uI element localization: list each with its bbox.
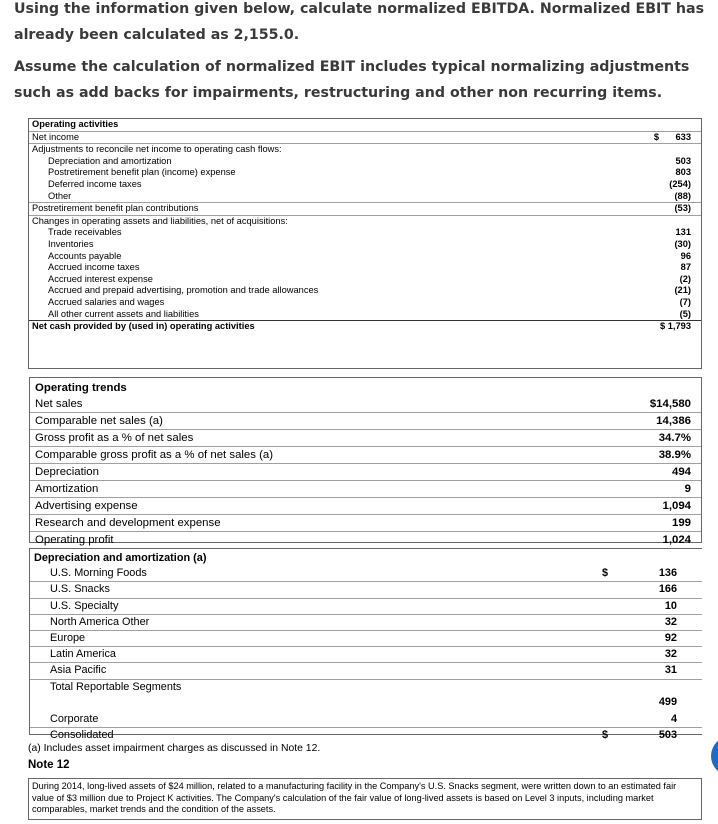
- row-value: 92: [664, 631, 677, 644]
- row-value: 494: [671, 466, 691, 478]
- row-label: Europe: [50, 631, 86, 644]
- row-label: Accrued interest expense: [48, 273, 153, 284]
- row-label: Changes in operating assets and liabilities, net of acquisitions:: [32, 215, 288, 226]
- table-row: [30, 412, 701, 429]
- table-row: [29, 143, 701, 156]
- note-heading: Note 12: [28, 759, 70, 771]
- row-value: 32: [664, 615, 677, 628]
- row-label: Advertising expense: [35, 500, 138, 512]
- row-label: Depreciation: [35, 466, 99, 478]
- table-header-row: [30, 380, 701, 396]
- row-value: 1,024: [662, 534, 691, 546]
- table-row: [30, 446, 701, 463]
- row-label: Deferred income taxes: [48, 178, 142, 189]
- row-value: (53): [674, 203, 691, 214]
- row-value: (21): [674, 285, 691, 296]
- table-row: [30, 396, 701, 412]
- row-label: Total Reportable Segments: [50, 680, 182, 693]
- table-row: [30, 480, 701, 497]
- row-value: (2): [679, 273, 691, 284]
- row-label: Operating profit: [35, 534, 114, 546]
- row-value: 503: [658, 728, 677, 741]
- row-value: (7): [679, 296, 691, 307]
- row-label: Amortization: [35, 483, 99, 495]
- table-row: [30, 463, 701, 480]
- row-value: 4: [670, 712, 677, 725]
- row-value: $14,580: [649, 398, 691, 410]
- row-value: 136: [658, 567, 677, 580]
- row-label: Corporate: [50, 712, 99, 725]
- total-label: Net cash provided by (used in) operating activities: [32, 321, 255, 332]
- row-label: Postretirement benefit plan (income) expense: [48, 167, 236, 178]
- row-value: 633: [675, 131, 691, 142]
- row-label: U.S. Snacks: [50, 583, 110, 596]
- row-value: 166: [658, 583, 677, 596]
- total-reportable-row: [30, 679, 702, 712]
- row-value: 34.7%: [658, 432, 691, 444]
- question-paragraph-1: Using the information given below, calculate normalized EBITDA. Normalized EBIT has already been calculated as 2,155.0.: [14, 1, 705, 43]
- dollar-sign: $: [653, 131, 659, 142]
- table-row: [29, 179, 701, 191]
- table-row: [29, 274, 701, 286]
- row-label: Inventories: [48, 238, 94, 249]
- table-row: [30, 614, 702, 630]
- table-row: [30, 712, 702, 727]
- row-value: 87: [680, 262, 691, 273]
- table-header: Operating trends: [35, 382, 127, 394]
- row-value: (30): [674, 238, 691, 249]
- row-value: 31: [664, 664, 677, 677]
- table-row: [29, 285, 701, 297]
- row-value: 32: [664, 648, 677, 661]
- dollar-sign: $: [602, 728, 609, 741]
- row-label: U.S. Specialty: [50, 599, 119, 612]
- row-value: 10: [664, 599, 677, 612]
- table-row: [30, 497, 701, 514]
- table-row: [29, 251, 701, 263]
- note-text-box: During 2014, long-lived assets of $24 million, related to a manufacturing facility in the Company's U.S. Snacks segment, were written down to an estimated fair value of $3 million due to Project K activities. The Company's calculation of the fair value of long-lived assets is based on Level 3 inputs, including market comparables, market trends and the condition of the assets.: [28, 778, 702, 820]
- row-label: Net sales: [35, 398, 83, 410]
- table-header: Operating activities: [32, 119, 119, 129]
- operating-trends-table: [29, 377, 702, 546]
- row-value: 1,094: [662, 500, 691, 512]
- table-row: [29, 309, 701, 321]
- table-row: [29, 156, 701, 168]
- row-label: Accounts payable: [48, 250, 122, 261]
- row-value: 803: [675, 167, 691, 178]
- table-header-row: [29, 119, 701, 131]
- table-row: [30, 581, 702, 597]
- table-row: [29, 239, 701, 251]
- row-value: 131: [675, 227, 691, 238]
- table-row: [30, 566, 702, 581]
- row-label: Other: [48, 190, 72, 201]
- table-row: [29, 215, 701, 228]
- total-row: [29, 320, 701, 333]
- row-value: (254): [669, 178, 691, 189]
- table-row: [29, 191, 701, 203]
- table-row: [29, 167, 701, 179]
- row-label: U.S. Morning Foods: [50, 567, 147, 580]
- table-row: [30, 727, 702, 743]
- row-value: (88): [674, 190, 691, 201]
- table-row: [30, 514, 701, 531]
- row-label: Research and development expense: [35, 517, 221, 529]
- row-label: Gross profit as a % of net sales: [35, 432, 194, 444]
- row-label: Adjustments to reconcile net income to operating cash flows:: [32, 144, 282, 155]
- table-row: [29, 262, 701, 274]
- row-label: Comparable gross profit as a % of net sales (a): [35, 449, 274, 461]
- table-row: [30, 646, 702, 662]
- row-label: Comparable net sales (a): [35, 415, 163, 427]
- table-row: [30, 429, 701, 446]
- row-label: Depreciation and amortization: [48, 155, 172, 166]
- table-row: [29, 131, 701, 144]
- row-value: 503: [675, 155, 691, 166]
- total-value: $ 1,793: [659, 321, 691, 332]
- row-label: All other current assets and liabilities: [48, 308, 199, 319]
- row-label: Accrued salaries and wages: [48, 296, 165, 307]
- table-header-row: [30, 551, 702, 566]
- row-label: Net income: [32, 131, 80, 142]
- footnote: (a) Includes asset impairment charges as discussed in Note 12.: [28, 743, 321, 754]
- table-header: Depreciation and amortization (a): [34, 552, 207, 564]
- row-value: 14,386: [656, 415, 691, 427]
- table-row: [29, 297, 701, 309]
- table-row: [30, 630, 702, 646]
- floating-action-button[interactable]: [711, 736, 718, 776]
- question-paragraph-2: Assume the calculation of normalized EBIT includes typical normalizing adjustments such as add backs for impairments, restructuring and other non recurring items.: [14, 59, 690, 101]
- table-row: [30, 662, 702, 678]
- row-label: North America Other: [50, 615, 150, 628]
- depreciation-amortization-table: [29, 548, 702, 741]
- row-value: 38.9%: [658, 449, 691, 461]
- table-row: [29, 202, 701, 215]
- row-value: 9: [684, 483, 691, 495]
- table-row: [29, 227, 701, 239]
- row-label: Accrued income taxes: [48, 262, 140, 273]
- row-value: 199: [671, 517, 691, 529]
- row-value: 499: [658, 695, 677, 708]
- row-label: Asia Pacific: [50, 664, 107, 677]
- row-label: Latin America: [50, 648, 116, 661]
- dollar-sign: $: [602, 567, 609, 580]
- operating-activities-table: [28, 118, 702, 369]
- row-value: 96: [680, 250, 691, 261]
- row-label: Trade receivables: [48, 227, 122, 238]
- table-row: [30, 531, 701, 548]
- row-label: Consolidated: [50, 728, 114, 741]
- table-row: [30, 598, 702, 614]
- row-value: (5): [679, 308, 691, 319]
- row-label: Accrued and prepaid advertising, promotion and trade allowances: [48, 285, 319, 296]
- row-label: Postretirement benefit plan contributions: [32, 203, 199, 214]
